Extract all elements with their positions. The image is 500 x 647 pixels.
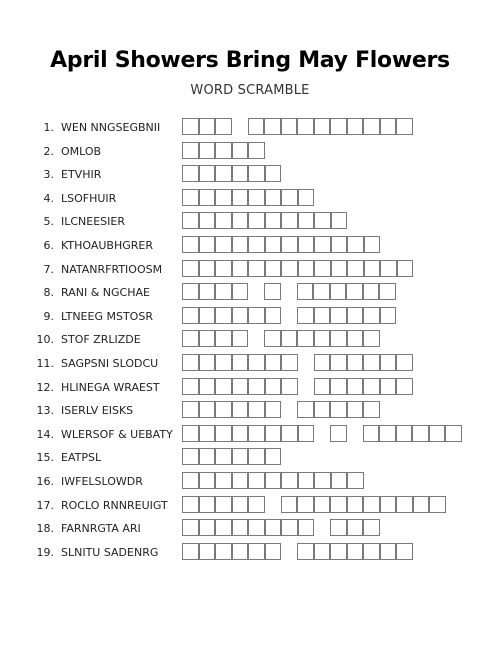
letter-box[interactable] [347,330,364,347]
scrambled-word: OMLOB [61,144,102,158]
letter-box[interactable] [412,425,429,442]
letter-box[interactable] [314,354,331,371]
letter-box[interactable] [215,354,232,371]
letter-box[interactable] [347,496,364,513]
letter-box[interactable] [232,354,249,371]
letter-box[interactable] [248,354,265,371]
letter-box[interactable] [297,118,314,135]
letter-box[interactable] [281,354,298,371]
letter-box[interactable] [182,236,199,253]
puzzle-row [0,142,500,162]
letter-box[interactable] [199,378,216,395]
puzzle-number: 2. [43,144,54,158]
letter-box[interactable] [248,519,265,536]
letter-box[interactable] [347,307,364,324]
letter-box[interactable] [215,543,232,560]
letter-box[interactable] [331,236,348,253]
letter-box[interactable] [314,307,331,324]
letter-box[interactable] [248,496,265,513]
letter-box[interactable] [314,378,331,395]
letter-box[interactable] [199,472,216,489]
letter-box[interactable] [347,519,364,536]
letter-box[interactable] [199,283,216,300]
scrambled-word: RANI & NGCHAE [61,286,150,300]
letter-box[interactable] [232,378,249,395]
letter-box[interactable] [215,401,232,418]
letter-box[interactable] [232,142,249,159]
puzzle-number: 3. [43,168,54,182]
scrambled-word: IWFELSLOWDR [61,475,143,488]
puzzle-row [0,118,500,138]
letter-box[interactable] [248,142,265,159]
letter-box[interactable] [364,260,381,277]
letter-box[interactable] [199,496,216,513]
letter-box[interactable] [182,260,199,277]
letter-box[interactable] [298,212,315,229]
letter-box[interactable] [248,189,265,206]
letter-box[interactable] [265,543,282,560]
puzzle-number: 15. [36,451,54,465]
letter-box[interactable] [265,519,282,536]
letter-box[interactable] [330,378,347,395]
puzzle-number: 17. [36,498,54,512]
letter-box[interactable] [330,307,347,324]
scrambled-word: HLINEGA WRAEST [61,380,160,394]
letter-box[interactable] [364,236,381,253]
letter-box[interactable] [363,354,380,371]
letter-box[interactable] [215,307,232,324]
letter-box[interactable] [314,118,331,135]
letter-box[interactable] [199,189,216,206]
letter-box[interactable] [215,165,232,182]
puzzle-row [0,519,500,539]
letter-box[interactable] [396,543,413,560]
letter-box[interactable] [363,378,380,395]
letter-box[interactable] [281,425,298,442]
letter-box[interactable] [314,496,331,513]
letter-box[interactable] [281,330,298,347]
letter-box[interactable] [215,519,232,536]
letter-box[interactable] [281,378,298,395]
letter-box[interactable] [347,260,364,277]
letter-box[interactable] [297,283,314,300]
puzzle-row [0,401,500,421]
letter-box[interactable] [248,212,265,229]
letter-box[interactable] [182,401,199,418]
letter-box[interactable] [182,519,199,536]
letter-box[interactable] [314,401,331,418]
puzzle-number: 11. [36,357,54,370]
letter-box[interactable] [330,425,347,442]
letter-box[interactable] [215,472,232,489]
letter-box[interactable] [314,330,331,347]
letter-box[interactable] [314,472,331,489]
scrambled-word: ILCNEESIER [61,215,126,229]
letter-box[interactable] [215,378,232,395]
letter-box[interactable] [445,425,462,442]
puzzle-row [0,330,500,350]
letter-box[interactable] [347,472,364,489]
letter-box[interactable] [363,543,380,560]
scrambled-word: ISERLV EISKS [61,404,134,418]
letter-box[interactable] [331,472,348,489]
letter-box[interactable] [396,118,413,135]
letter-box[interactable] [182,118,199,135]
letter-box[interactable] [331,212,348,229]
letter-box[interactable] [363,401,380,418]
puzzle-number: 8. [43,286,54,300]
letter-box[interactable] [182,425,199,442]
puzzle-number: 14. [36,427,54,441]
scrambled-word: EATPSL [61,451,102,465]
letter-box[interactable] [380,378,397,395]
letter-box[interactable] [199,354,216,371]
puzzle-number: 13. [36,404,54,418]
letter-box[interactable] [182,212,199,229]
scrambled-word: WEN NNGSEGBNII [61,121,161,134]
letter-box[interactable] [199,519,216,536]
puzzle-row [0,307,500,327]
letter-box[interactable] [264,330,281,347]
letter-box[interactable] [413,496,430,513]
letter-box[interactable] [298,472,315,489]
letter-box[interactable] [429,425,446,442]
letter-box[interactable] [265,378,282,395]
letter-box[interactable] [363,283,380,300]
letter-box[interactable] [347,236,364,253]
letter-box[interactable] [265,472,282,489]
letter-box[interactable] [199,212,216,229]
letter-box[interactable] [346,283,363,300]
letter-box[interactable] [380,354,397,371]
letter-box[interactable] [248,543,265,560]
letter-box[interactable] [396,378,413,395]
puzzle-number: 10. [36,333,54,347]
letter-box[interactable] [265,354,282,371]
letter-box[interactable] [330,519,347,536]
page-title: April Showers Bring May Flowers [50,48,450,73]
letter-box[interactable] [232,283,249,300]
letter-box[interactable] [199,142,216,159]
letter-box[interactable] [265,189,282,206]
page-subtitle: WORD SCRAMBLE [190,83,310,98]
letter-box[interactable] [396,496,413,513]
letter-box[interactable] [265,307,282,324]
letter-box[interactable] [199,330,216,347]
puzzle-row [0,543,500,563]
letter-box[interactable] [248,165,265,182]
letter-box[interactable] [215,496,232,513]
letter-box[interactable] [248,472,265,489]
puzzle-number: 4. [43,191,54,205]
letter-box[interactable] [380,307,397,324]
scrambled-word: SAGPSNI SLODCU [61,357,159,370]
letter-box[interactable] [248,448,265,465]
letter-box[interactable] [248,307,265,324]
letter-box[interactable] [363,425,380,442]
puzzle-number: 6. [43,239,54,252]
letter-box[interactable] [379,425,396,442]
letter-box[interactable] [232,496,249,513]
letter-box[interactable] [363,330,380,347]
letter-box[interactable] [330,330,347,347]
letter-box[interactable] [363,118,380,135]
letter-box[interactable] [281,496,298,513]
letter-box[interactable] [199,236,216,253]
letter-box[interactable] [232,519,249,536]
letter-box[interactable] [297,496,314,513]
letter-box[interactable] [215,189,232,206]
letter-box[interactable] [363,307,380,324]
scrambled-word: LTNEEG MSTOSR [61,309,153,323]
letter-box[interactable] [396,354,413,371]
letter-box[interactable] [314,212,331,229]
letter-box[interactable] [363,496,380,513]
puzzle-row [0,283,500,303]
letter-box[interactable] [281,118,298,135]
letter-box[interactable] [330,354,347,371]
letter-box[interactable] [281,472,298,489]
letter-box[interactable] [347,401,364,418]
letter-box[interactable] [199,425,216,442]
puzzle-number: 7. [43,262,54,276]
letter-box[interactable] [182,283,199,300]
letter-box[interactable] [429,496,446,513]
letter-box[interactable] [265,401,282,418]
letter-box[interactable] [281,260,298,277]
puzzle-number: 12. [36,380,54,394]
letter-box[interactable] [232,307,249,324]
letter-box[interactable] [232,472,249,489]
letter-box[interactable] [297,543,314,560]
letter-box[interactable] [232,260,249,277]
letter-box[interactable] [182,472,199,489]
letter-box[interactable] [232,448,249,465]
letter-box[interactable] [380,260,397,277]
letter-box[interactable] [298,189,315,206]
letter-box[interactable] [215,142,232,159]
letter-box[interactable] [232,330,249,347]
letter-box[interactable] [232,189,249,206]
puzzle-number: 18. [36,522,54,536]
letter-box[interactable] [298,236,315,253]
letter-box[interactable] [182,354,199,371]
letter-box[interactable] [215,425,232,442]
letter-box[interactable] [199,401,216,418]
scrambled-word: LSOFHUIR [61,191,117,205]
letter-box[interactable] [182,378,199,395]
letter-box[interactable] [182,189,199,206]
scrambled-word: NATANRFRTIOOSM [61,262,163,276]
letter-box[interactable] [264,283,281,300]
puzzle-number: 5. [43,215,54,229]
puzzle-row [0,212,500,232]
letter-box[interactable] [314,543,331,560]
puzzle-row [0,448,500,468]
letter-box[interactable] [265,212,282,229]
letter-box[interactable] [313,283,330,300]
letter-box[interactable] [199,543,216,560]
letter-box[interactable] [298,519,315,536]
scrambled-word: STOF ZRLIZDE [61,333,141,347]
letter-box[interactable] [265,260,282,277]
letter-box[interactable] [182,496,199,513]
letter-box[interactable] [215,283,232,300]
letter-box[interactable] [182,448,199,465]
puzzle-number: 19. [36,545,54,559]
letter-box[interactable] [330,401,347,418]
letter-box[interactable] [347,543,364,560]
letter-box[interactable] [182,330,199,347]
letter-box[interactable] [215,118,232,135]
letter-box[interactable] [379,283,396,300]
letter-box[interactable] [347,354,364,371]
letter-box[interactable] [199,307,216,324]
letter-box[interactable] [248,425,265,442]
scrambled-word: ROCLO RNNREUIGT [61,498,168,512]
letter-box[interactable] [380,118,397,135]
puzzle-row [0,236,500,256]
letter-box[interactable] [265,448,282,465]
puzzle-row [0,260,500,280]
letter-box[interactable] [248,378,265,395]
letter-box[interactable] [347,378,364,395]
letter-box[interactable] [331,260,348,277]
letter-box[interactable] [182,543,199,560]
scrambled-word: WLERSOF & UEBATY [61,427,173,441]
letter-box[interactable] [248,118,265,135]
letter-box[interactable] [281,236,298,253]
letter-box[interactable] [232,212,249,229]
letter-box[interactable] [363,519,380,536]
letter-box[interactable] [215,260,232,277]
puzzle-row [0,165,500,185]
letter-box[interactable] [248,236,265,253]
letter-box[interactable] [248,401,265,418]
puzzle-number: 9. [43,309,54,323]
puzzle-row [0,189,500,209]
letter-box[interactable] [330,118,347,135]
letter-box[interactable] [330,543,347,560]
letter-box[interactable] [199,448,216,465]
letter-box[interactable] [265,425,282,442]
letter-box[interactable] [314,236,331,253]
letter-box[interactable] [297,307,314,324]
letter-box[interactable] [215,236,232,253]
letter-box[interactable] [265,165,282,182]
puzzle-row [0,354,500,374]
letter-box[interactable] [248,260,265,277]
letter-box[interactable] [264,118,281,135]
scrambled-word: FARNRGTA ARI [61,522,141,536]
puzzle-row [0,378,500,398]
letter-box[interactable] [232,543,249,560]
letter-box[interactable] [396,425,413,442]
letter-box[interactable] [298,425,315,442]
letter-box[interactable] [232,425,249,442]
letter-box[interactable] [232,165,249,182]
letter-box[interactable] [199,165,216,182]
puzzle-row [0,425,500,445]
scrambled-word: ETVHIR [61,168,102,182]
letter-box[interactable] [281,189,298,206]
letter-box[interactable] [265,236,282,253]
letter-box[interactable] [298,260,315,277]
puzzle-number: 16. [36,475,54,488]
letter-box[interactable] [232,236,249,253]
letter-box[interactable] [347,118,364,135]
letter-box[interactable] [314,260,331,277]
puzzle-row [0,472,500,492]
letter-box[interactable] [215,212,232,229]
letter-box[interactable] [397,260,414,277]
letter-box[interactable] [297,330,314,347]
letter-box[interactable] [330,496,347,513]
letter-box[interactable] [380,496,397,513]
scrambled-word: KTHOAUBHGRER [61,239,153,252]
letter-box[interactable] [380,543,397,560]
letter-box[interactable] [199,260,216,277]
letter-box[interactable] [281,519,298,536]
letter-box[interactable] [330,283,347,300]
letter-box[interactable] [215,448,232,465]
letter-box[interactable] [281,212,298,229]
letter-box[interactable] [182,142,199,159]
letter-box[interactable] [232,401,249,418]
letter-box[interactable] [297,401,314,418]
letter-box[interactable] [215,330,232,347]
puzzle-number: 1. [43,121,54,134]
letter-box[interactable] [199,118,216,135]
letter-box[interactable] [182,165,199,182]
scrambled-word: SLNITU SADENRG [61,545,159,559]
puzzle-row [0,496,500,516]
letter-box[interactable] [182,307,199,324]
